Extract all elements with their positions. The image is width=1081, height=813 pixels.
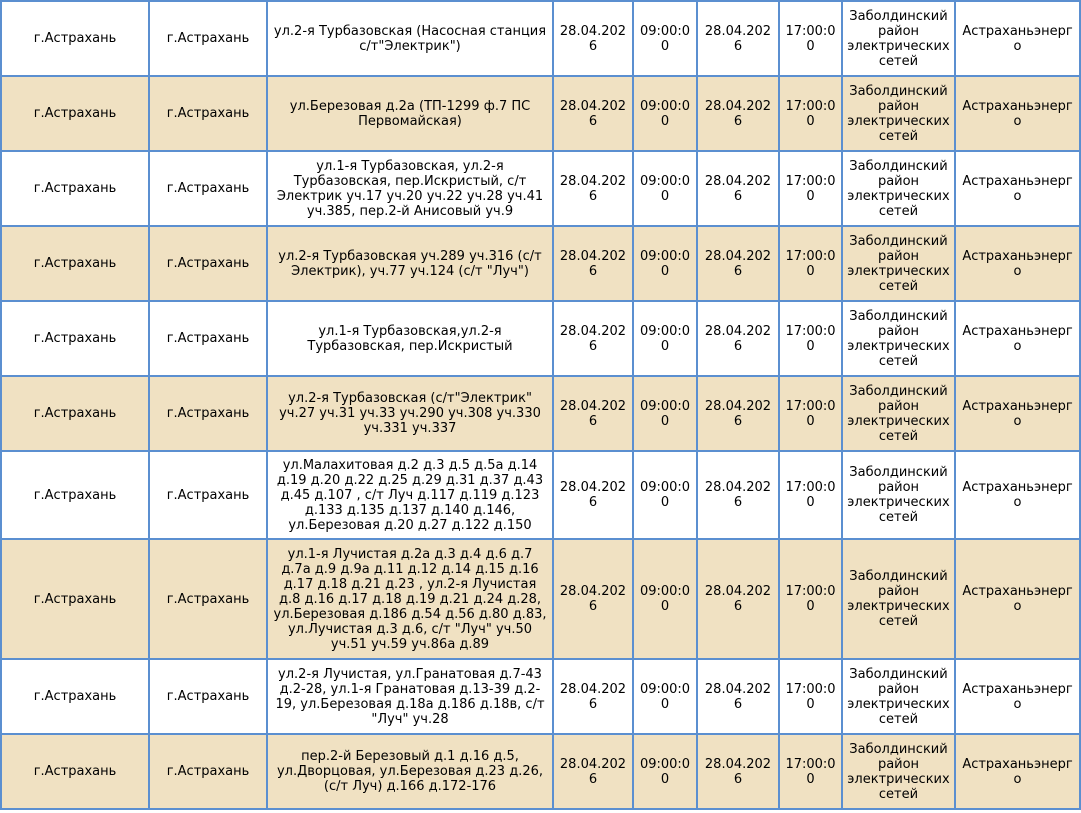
table-row xyxy=(2,152,1079,225)
city-cell: г.Астрахань xyxy=(150,735,266,808)
address-cell: ул.1-я Турбазовская,ул.2-я Турбазовская, пер.Искристый xyxy=(268,302,552,375)
region-cell: г.Астрахань xyxy=(2,377,148,450)
org-cell: Астраханьэнерго xyxy=(956,227,1079,300)
org-cell: Астраханьэнерго xyxy=(956,735,1079,808)
address-cell: ул.2-я Лучистая, ул.Гранатовая д.7-43 д.2-28, ул.1-я Гранатовая д.13-39 д.2-19, ул.Березовая д.18а д.186 д.18в, с/т "Луч" уч.28 xyxy=(268,660,552,733)
end-date-cell: 28.04.2026 xyxy=(698,452,778,538)
city-cell: г.Астрахань xyxy=(150,77,266,150)
start-date-cell: 28.04.2026 xyxy=(554,660,632,733)
end-time-cell: 17:00:00 xyxy=(780,660,841,733)
end-date-cell: 28.04.2026 xyxy=(698,77,778,150)
end-time-cell: 17:00:00 xyxy=(780,152,841,225)
start-date-cell: 28.04.2026 xyxy=(554,452,632,538)
region-cell: г.Астрахань xyxy=(2,735,148,808)
city-cell: г.Астрахань xyxy=(150,152,266,225)
address-cell: ул.Малахитовая д.2 д.3 д.5 д.5а д.14 д.19 д.20 д.22 д.25 д.29 д.31 д.37 д.43 д.45 д.107 , с/т Луч д.117 д.119 д.123 д.133 д.135 д.137 д.140 д.146, ул.Березовая д.20 д.27 д.122 д.150 xyxy=(268,452,552,538)
district-cell: Заболдинский район электрических сетей xyxy=(843,77,954,150)
table-row xyxy=(2,452,1079,538)
start-date-cell: 28.04.2026 xyxy=(554,227,632,300)
org-cell: Астраханьэнерго xyxy=(956,152,1079,225)
start-date-cell: 28.04.2026 xyxy=(554,735,632,808)
address-cell: ул.2-я Турбазовская (Насосная станция с/т"Электрик") xyxy=(268,2,552,75)
district-cell: Заболдинский район электрических сетей xyxy=(843,227,954,300)
start-date-cell: 28.04.2026 xyxy=(554,377,632,450)
city-cell: г.Астрахань xyxy=(150,660,266,733)
district-cell: Заболдинский район электрических сетей xyxy=(843,152,954,225)
end-date-cell: 28.04.2026 xyxy=(698,540,778,658)
region-cell: г.Астрахань xyxy=(2,452,148,538)
end-time-cell: 17:00:00 xyxy=(780,735,841,808)
city-cell: г.Астрахань xyxy=(150,452,266,538)
district-cell: Заболдинский район электрических сетей xyxy=(843,660,954,733)
district-cell: Заболдинский район электрических сетей xyxy=(843,2,954,75)
address-cell: ул.Березовая д.2а (ТП-1299 ф.7 ПС Первомайская) xyxy=(268,77,552,150)
district-cell: Заболдинский район электрических сетей xyxy=(843,540,954,658)
start-time-cell: 09:00:00 xyxy=(634,660,696,733)
org-cell: Астраханьэнерго xyxy=(956,660,1079,733)
start-time-cell: 09:00:00 xyxy=(634,302,696,375)
start-time-cell: 09:00:00 xyxy=(634,377,696,450)
region-cell: г.Астрахань xyxy=(2,2,148,75)
end-time-cell: 17:00:00 xyxy=(780,302,841,375)
region-cell: г.Астрахань xyxy=(2,660,148,733)
district-cell: Заболдинский район электрических сетей xyxy=(843,377,954,450)
address-cell: ул.2-я Турбазовская (с/т"Электрик" уч.27 уч.31 уч.33 уч.290 уч.308 уч.330 уч.331 уч.337 xyxy=(268,377,552,450)
start-date-cell: 28.04.2026 xyxy=(554,77,632,150)
start-date-cell: 28.04.2026 xyxy=(554,540,632,658)
end-date-cell: 28.04.2026 xyxy=(698,735,778,808)
region-cell: г.Астрахань xyxy=(2,540,148,658)
region-cell: г.Астрахань xyxy=(2,227,148,300)
start-time-cell: 09:00:00 xyxy=(634,227,696,300)
region-cell: г.Астрахань xyxy=(2,302,148,375)
end-time-cell: 17:00:00 xyxy=(780,2,841,75)
start-time-cell: 09:00:00 xyxy=(634,2,696,75)
table-row xyxy=(2,735,1079,808)
address-cell: ул.1-я Лучистая д.2а д.3 д.4 д.6 д.7 д.7а д.9 д.9а д.11 д.12 д.14 д.15 д.16 д.17 д.18 д.21 д.23 , ул.2-я Лучистая д.8 д.16 д.17 д.18 д.19 д.21 д.24 д.28, ул.Березовая д.186 д.54 д.56 д.80 д.83, ул.Лучистая д.3 д.6, с/т "Луч" уч.50 уч.51 уч.59 уч.86а д.89 xyxy=(268,540,552,658)
region-cell: г.Астрахань xyxy=(2,152,148,225)
org-cell: Астраханьэнерго xyxy=(956,540,1079,658)
org-cell: Астраханьэнерго xyxy=(956,77,1079,150)
city-cell: г.Астрахань xyxy=(150,540,266,658)
table-row xyxy=(2,77,1079,150)
address-cell: ул.2-я Турбазовская уч.289 уч.316 (с/т Электрик), уч.77 уч.124 (с/т "Луч") xyxy=(268,227,552,300)
start-time-cell: 09:00:00 xyxy=(634,452,696,538)
org-cell: Астраханьэнерго xyxy=(956,452,1079,538)
city-cell: г.Астрахань xyxy=(150,2,266,75)
end-date-cell: 28.04.2026 xyxy=(698,2,778,75)
district-cell: Заболдинский район электрических сетей xyxy=(843,735,954,808)
end-time-cell: 17:00:00 xyxy=(780,377,841,450)
table-row xyxy=(2,660,1079,733)
end-date-cell: 28.04.2026 xyxy=(698,227,778,300)
table-row xyxy=(2,302,1079,375)
city-cell: г.Астрахань xyxy=(150,227,266,300)
end-date-cell: 28.04.2026 xyxy=(698,152,778,225)
address-cell: ул.1-я Турбазовская, ул.2-я Турбазовская, пер.Искристый, с/т Электрик уч.17 уч.20 уч.22 уч.28 уч.41 уч.385, пер.2-й Анисовый уч.9 xyxy=(268,152,552,225)
end-time-cell: 17:00:00 xyxy=(780,227,841,300)
end-time-cell: 17:00:00 xyxy=(780,77,841,150)
start-time-cell: 09:00:00 xyxy=(634,540,696,658)
table-row xyxy=(2,2,1079,75)
district-cell: Заболдинский район электрических сетей xyxy=(843,302,954,375)
address-cell: пер.2-й Березовый д.1 д.16 д.5, ул.Дворцовая, ул.Березовая д.23 д.26, (с/т Луч) д.166 д.172-176 xyxy=(268,735,552,808)
district-cell: Заболдинский район электрических сетей xyxy=(843,452,954,538)
start-date-cell: 28.04.2026 xyxy=(554,302,632,375)
org-cell: Астраханьэнерго xyxy=(956,377,1079,450)
org-cell: Астраханьэнерго xyxy=(956,2,1079,75)
city-cell: г.Астрахань xyxy=(150,302,266,375)
start-date-cell: 28.04.2026 xyxy=(554,2,632,75)
start-time-cell: 09:00:00 xyxy=(634,77,696,150)
region-cell: г.Астрахань xyxy=(2,77,148,150)
end-date-cell: 28.04.2026 xyxy=(698,302,778,375)
start-time-cell: 09:00:00 xyxy=(634,152,696,225)
city-cell: г.Астрахань xyxy=(150,377,266,450)
end-date-cell: 28.04.2026 xyxy=(698,660,778,733)
table-row xyxy=(2,227,1079,300)
start-time-cell: 09:00:00 xyxy=(634,735,696,808)
table-row xyxy=(2,540,1079,658)
table-row xyxy=(2,377,1079,450)
end-time-cell: 17:00:00 xyxy=(780,540,841,658)
end-time-cell: 17:00:00 xyxy=(780,452,841,538)
end-date-cell: 28.04.2026 xyxy=(698,377,778,450)
start-date-cell: 28.04.2026 xyxy=(554,152,632,225)
org-cell: Астраханьэнерго xyxy=(956,302,1079,375)
